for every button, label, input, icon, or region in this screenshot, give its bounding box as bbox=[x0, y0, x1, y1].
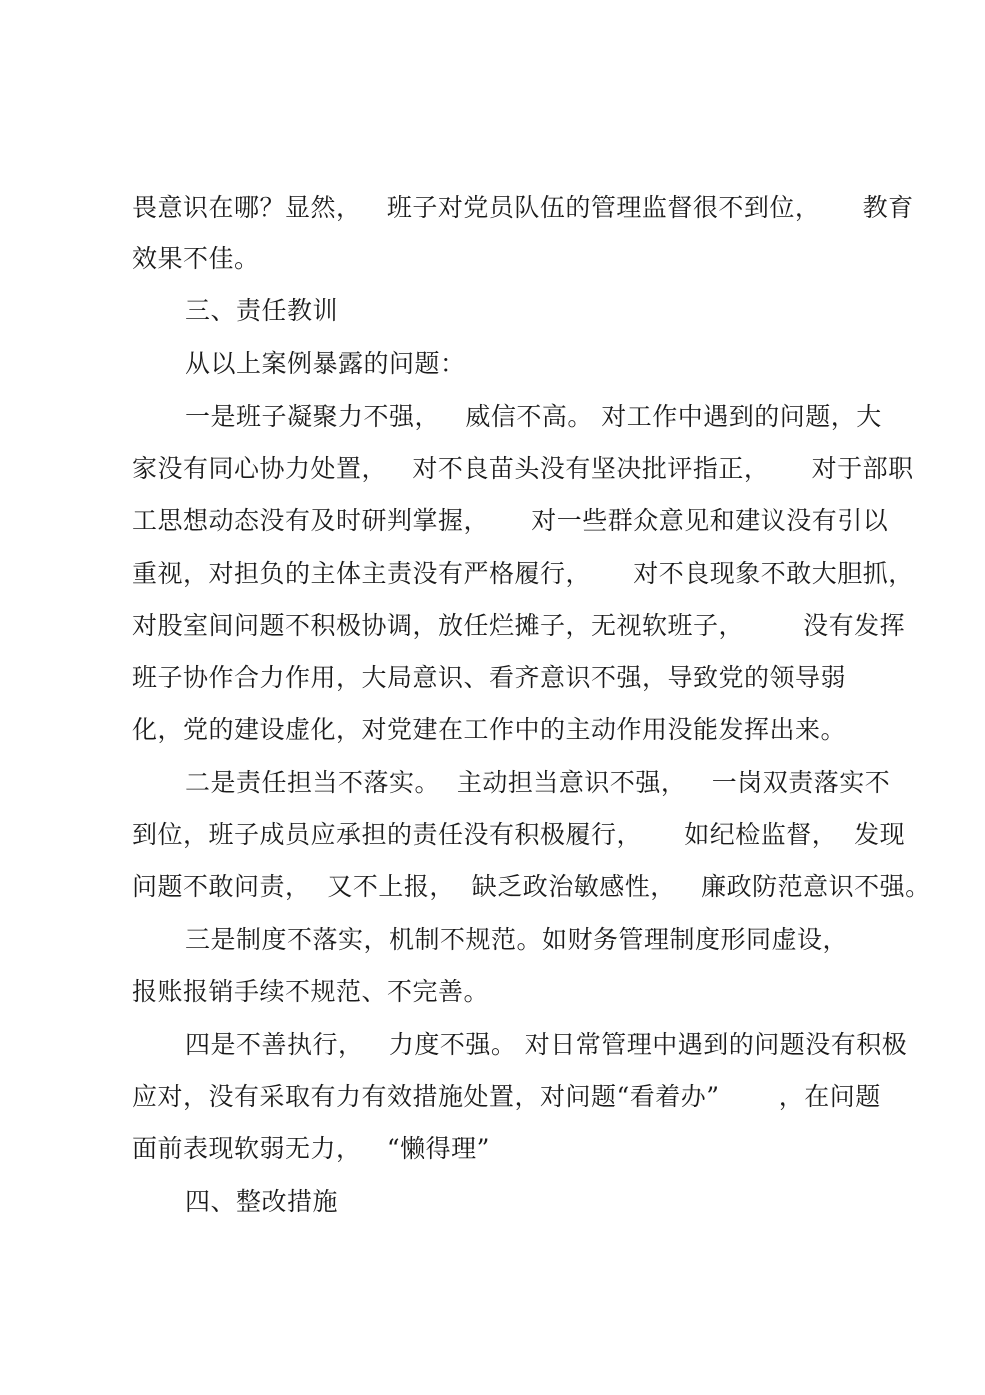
text-line: 应对，没有采取有力有效措施处置，对问题“看着办” ，在问题 bbox=[132, 1082, 881, 1111]
section-heading: 三、责任教训 bbox=[185, 296, 339, 325]
text-line: 一是班子凝聚力不强， 威信不高。 对工作中遇到的问题，大 bbox=[185, 402, 882, 431]
text-line: 四是不善执行， 力度不强。 对日常管理中遇到的问题没有积极 bbox=[185, 1030, 908, 1059]
text-line: 对股室间问题不积极协调，放任烂摊子，无视软班子， 没有发挥 bbox=[132, 611, 906, 640]
text-line: 三是制度不落实，机制不规范。如财务管理制度形同虚设， bbox=[185, 925, 849, 954]
text-line: 班子协作合力作用，大局意识、看齐意识不强，导致党的领导弱 bbox=[132, 663, 847, 692]
text-line: 工思想动态没有及时研判掌握， 对一些群众意见和建议没有引以 bbox=[132, 506, 889, 535]
text-line: 面前表现软弱无力， “懒得理” bbox=[132, 1134, 490, 1163]
text-line: 二是责任担当不落实。 主动担当意识不强， 一岗双责落实不 bbox=[185, 768, 891, 797]
text-line: 家没有同心协力处置， 对不良苗头没有坚决批评指正， 对于部职 bbox=[132, 454, 914, 483]
section-heading: 四、整改措施 bbox=[185, 1187, 339, 1216]
text-line: 化，党的建设虚化，对党建在工作中的主动作用没能发挥出来。 bbox=[132, 715, 847, 744]
text-line: 效果不佳。 bbox=[132, 244, 260, 273]
text-line: 从以上案例暴露的问题： bbox=[185, 349, 466, 378]
text-line: 问题不敢问责， 又不上报， 缺乏政治敏感性， 廉政防范意识不强。 bbox=[132, 872, 931, 901]
text-line: 到位，班子成员应承担的责任没有积极履行， 如纪检监督， 发现 bbox=[132, 820, 906, 849]
text-line: 重视，对担负的主体主责没有严格履行， 对不良现象不敢大胆抓， bbox=[132, 559, 914, 588]
text-line: 畏意识在哪？显然， 班子对党员队伍的管理监督很不到位， 教育 bbox=[132, 193, 914, 222]
text-line: 报账报销手续不规范、不完善。 bbox=[132, 977, 490, 1006]
